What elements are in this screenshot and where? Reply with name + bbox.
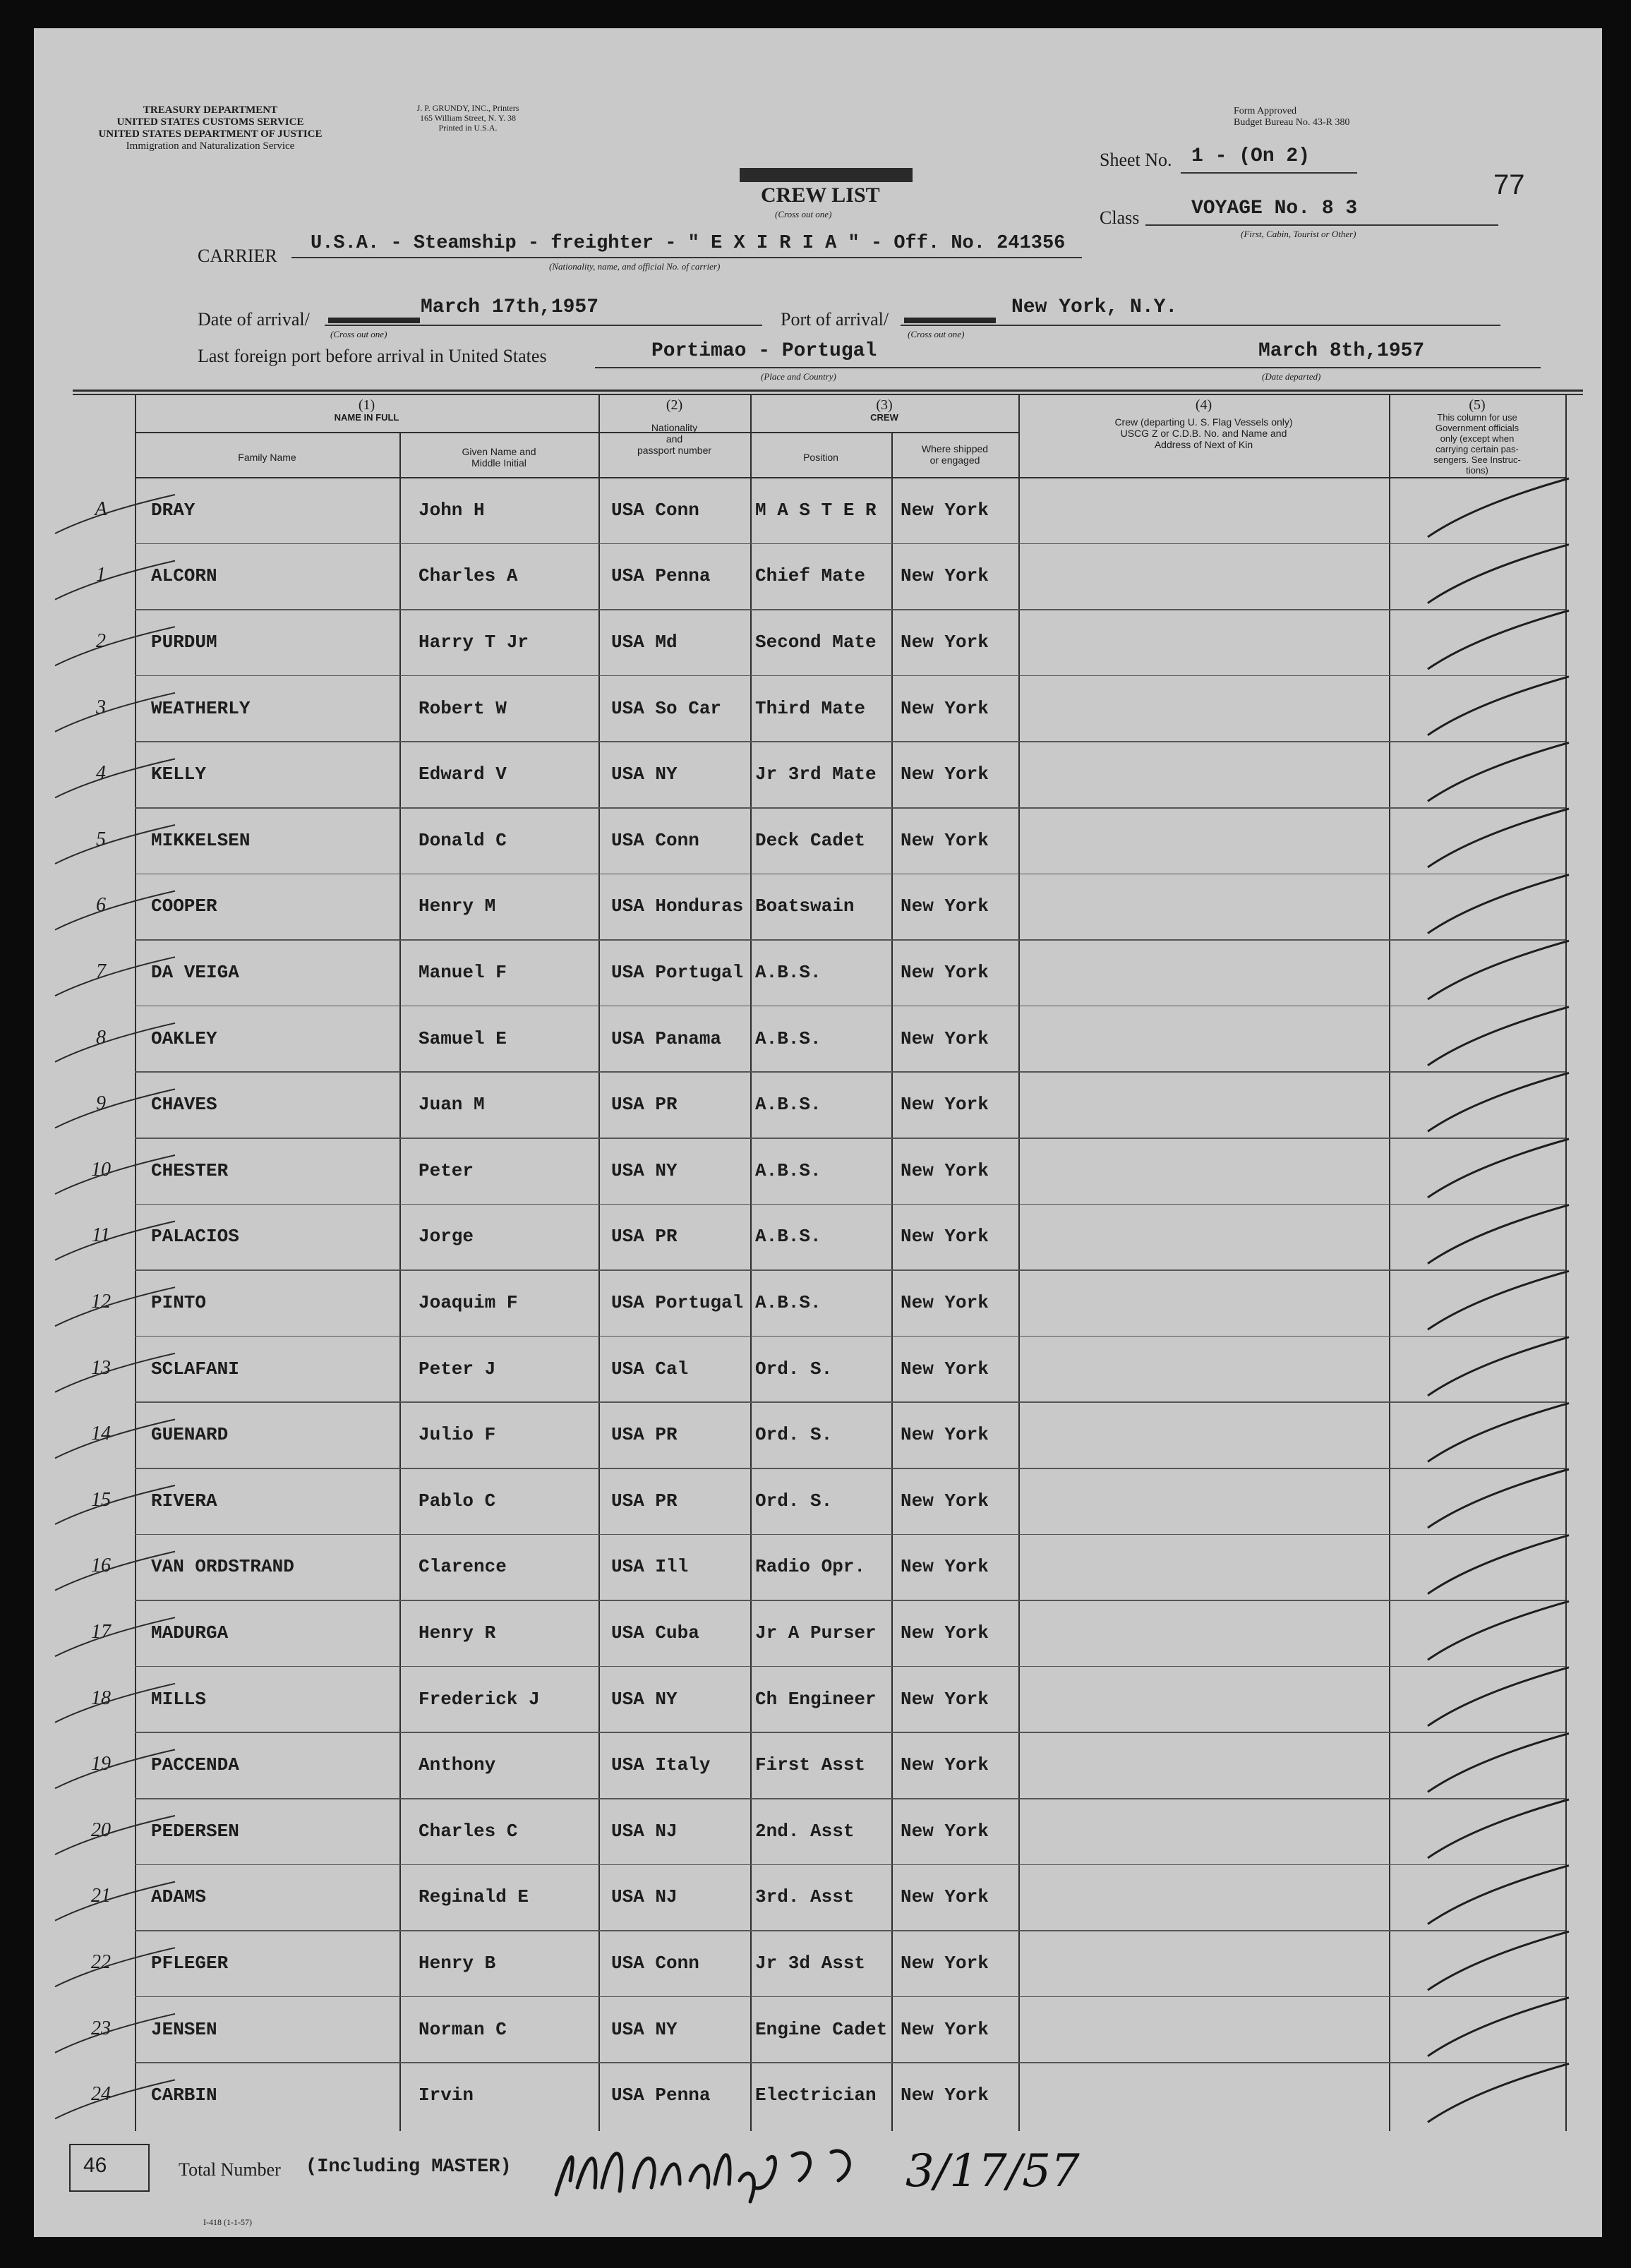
nationality-cell: USA Portugal: [611, 962, 744, 983]
check-mark: [1428, 610, 1569, 669]
total-box-value: 46: [83, 2154, 107, 2177]
position-cell: A.B.S.: [755, 1292, 821, 1313]
where-header-line: Where shipped: [921, 443, 989, 454]
row-divider: [135, 939, 1565, 941]
dept-line: TREASURY DEPARTMENT: [143, 104, 278, 116]
check-mark: [1428, 1866, 1569, 1924]
col5-line: sengers. See Instruc-: [1433, 454, 1521, 465]
given-name-cell: Jorge: [419, 1226, 474, 1248]
row-divider: [135, 2062, 1565, 2063]
position-cell: A.B.S.: [755, 1094, 821, 1116]
check-mark: [1428, 1139, 1569, 1198]
position-cell: Third Mate: [755, 697, 866, 719]
row-divider: [135, 1864, 1565, 1866]
col-rule-next: [1018, 394, 1020, 2131]
nationality-cell: USA Conn: [611, 499, 699, 521]
sheet-underline: [1181, 172, 1357, 174]
where-shipped-header: [891, 443, 1018, 466]
row-number: 9: [96, 1092, 106, 1115]
row-divider: [135, 1401, 1565, 1403]
row-number: 11: [92, 1224, 110, 1247]
nationality-cell: USA Conn: [611, 1953, 699, 1974]
given-name-cell: Peter J: [419, 1358, 496, 1380]
col2-number: (2): [666, 397, 683, 413]
position-cell: First Asst: [755, 1754, 866, 1776]
position-cell: A.B.S.: [755, 962, 821, 983]
where-shipped-cell: New York: [901, 1556, 989, 1578]
where-shipped-cell: New York: [901, 2085, 989, 2106]
given-name-cell: Irvin: [419, 2085, 474, 2106]
col3-header: [750, 398, 1018, 423]
col5-line: tions): [1466, 465, 1488, 476]
where-shipped-cell: New York: [901, 1622, 989, 1643]
row-divider: [135, 1534, 1565, 1536]
row-divider: [135, 675, 1565, 677]
given-name-cell: Samuel E: [419, 1027, 507, 1049]
family-name-cell: PACCENDA: [151, 1754, 239, 1776]
given-name-cell: Clarence: [419, 1556, 507, 1578]
check-mark: [1428, 2063, 1569, 2122]
nationality-cell: USA Md: [611, 632, 678, 653]
where-shipped-cell: New York: [901, 1027, 989, 1049]
row-divider: [135, 874, 1565, 875]
check-mark: [1428, 1403, 1569, 1461]
carrier-underline: [291, 257, 1082, 258]
check-mark: [1428, 941, 1569, 999]
where-header-line: or engaged: [929, 454, 980, 466]
nationality-cell: USA Portugal: [611, 1292, 744, 1313]
row-number: 14: [91, 1423, 111, 1445]
check-mark: [1428, 1799, 1569, 1858]
check-mark: [1428, 1007, 1569, 1066]
where-shipped-cell: New York: [901, 1226, 989, 1248]
position-cell: 2nd. Asst: [755, 1820, 855, 1842]
nationality-cell: USA Cuba: [611, 1622, 699, 1643]
row-divider: [135, 1336, 1565, 1337]
printer-line: Printed in U.S.A.: [438, 123, 498, 133]
where-shipped-cell: New York: [901, 1490, 989, 1512]
row-number: 24: [91, 2083, 111, 2106]
position-cell: Engine Cadet: [755, 2018, 888, 2040]
col5-line: only (except when: [1440, 433, 1515, 444]
row-number: 10: [91, 1158, 111, 1181]
check-mark: [1428, 875, 1569, 934]
header-bottom-rule: [135, 477, 1565, 478]
last-port-underline: [595, 367, 1541, 368]
crew-header: CREW: [870, 412, 898, 423]
check-mark: [1428, 1469, 1569, 1528]
check-mark: [1428, 1667, 1569, 1726]
carrier-value: U.S.A. - Steamship - freighter - " E X I R I A " - Off. No. 241356: [311, 233, 1066, 254]
row-number: 4: [96, 762, 106, 785]
check-mark: [1428, 809, 1569, 867]
col5-line: Government officials: [1435, 423, 1519, 433]
row-number: 1: [96, 564, 106, 586]
family-name-cell: COOPER: [151, 895, 217, 917]
crossed-out-date-type: [328, 318, 420, 323]
nationality-cell: USA PR: [611, 1490, 678, 1512]
nationality-cell: USA Italy: [611, 1754, 711, 1776]
family-name-cell: ALCORN: [151, 565, 217, 587]
family-name-cell: JENSEN: [151, 2018, 217, 2040]
row-number: 19: [91, 1753, 111, 1775]
row-divider: [135, 1468, 1565, 1469]
check-mark: [1428, 478, 1569, 537]
check-mark: [1428, 677, 1569, 735]
col4-line: USCG Z or C.D.B. No. and Name and: [1120, 428, 1287, 439]
family-name-cell: MADURGA: [151, 1622, 229, 1643]
given-name-cell: Robert W: [419, 697, 507, 719]
col4-line: Address of Next of Kin: [1154, 439, 1253, 450]
department-block: [69, 104, 351, 152]
date-underline: [325, 325, 762, 326]
position-cell: Boatswain: [755, 895, 855, 917]
col3-number: (3): [876, 397, 893, 413]
given-name-header: [399, 446, 598, 469]
position-cell: Chief Mate: [755, 565, 866, 587]
given-name-cell: Pablo C: [419, 1490, 496, 1512]
col-rule-pos: [750, 394, 752, 2131]
nationality-cell: USA PR: [611, 1424, 678, 1446]
given-name-cell: Edward V: [419, 764, 507, 785]
col1-header: [135, 398, 598, 423]
where-shipped-cell: New York: [901, 829, 989, 851]
row-number: 5: [96, 828, 106, 850]
date-departed-note: (Date departed): [1262, 371, 1321, 382]
date-departed-value: March 8th,1957: [1258, 340, 1425, 362]
where-shipped-cell: New York: [901, 632, 989, 653]
given-name-cell: Peter: [419, 1159, 474, 1181]
row-divider: [135, 741, 1565, 742]
nationality-cell: USA NY: [611, 1688, 678, 1710]
given-name-cell: Henry R: [419, 1622, 496, 1643]
col5-header: [1389, 398, 1565, 476]
where-shipped-cell: New York: [901, 1424, 989, 1446]
row-number: 15: [91, 1488, 111, 1511]
page-number: 77: [1493, 169, 1525, 200]
dept-line: UNITED STATES CUSTOMS SERVICE: [116, 116, 304, 128]
row-number: 22: [91, 1951, 111, 1973]
check-mark: [1428, 1073, 1569, 1131]
col1-number: (1): [358, 397, 375, 413]
given-name-cell: Henry M: [419, 895, 496, 917]
cross-out-note: (Cross out one): [775, 209, 832, 219]
port-value: New York, N.Y.: [1011, 296, 1178, 318]
signature-initials: [793, 2151, 849, 2180]
printer-block: [415, 103, 521, 133]
col5-number: (5): [1469, 397, 1486, 413]
position-cell: A.B.S.: [755, 1226, 821, 1248]
col4-header: [1018, 398, 1389, 450]
where-shipped-cell: New York: [901, 1820, 989, 1842]
nationality-cell: USA Ill: [611, 1556, 689, 1578]
check-mark: [1428, 1998, 1569, 2056]
family-name-header: Family Name: [238, 452, 296, 463]
col4-number: (4): [1195, 397, 1212, 413]
last-port-label: Last foreign port before arrival in United States: [198, 346, 547, 366]
col-rule-given: [399, 432, 401, 2131]
position-cell: Ord. S.: [755, 1424, 833, 1446]
given-name-cell: Donald C: [419, 829, 507, 851]
nationality-cell: USA NJ: [611, 1820, 678, 1842]
nat-header-line: Nationality: [651, 422, 698, 433]
given-header-line: Middle Initial: [471, 457, 526, 469]
printer-line: J. P. GRUNDY, INC., Printers: [416, 103, 519, 113]
row-divider: [135, 1996, 1565, 1998]
row-divider: [135, 1666, 1565, 1667]
position-cell: Radio Opr.: [755, 1556, 866, 1578]
row-number: 6: [96, 894, 106, 917]
row-number: 7: [96, 960, 106, 982]
col-rule-nat: [598, 394, 600, 2131]
where-shipped-cell: New York: [901, 764, 989, 785]
total-box: [69, 2144, 150, 2192]
nationality-cell: USA PR: [611, 1226, 678, 1248]
family-name-cell: PEDERSEN: [151, 1820, 239, 1842]
nat-header-line: and: [666, 433, 683, 445]
row-number: 13: [91, 1356, 111, 1379]
class-note: (First, Cabin, Tourist or Other): [1241, 229, 1356, 239]
row-number: 20: [91, 1818, 111, 1841]
check-mark: [1428, 742, 1569, 801]
class-underline: [1145, 224, 1498, 226]
where-shipped-cell: New York: [901, 962, 989, 983]
carrier-note: (Nationality, name, and official No. of carrier): [549, 261, 721, 272]
date-value: March 17th,1957: [421, 296, 599, 318]
given-name-cell: Julio F: [419, 1424, 496, 1446]
given-name-cell: Charles C: [419, 1820, 518, 1842]
check-mark: [1428, 1601, 1569, 1660]
last-port-value: Portimao - Portugal: [651, 340, 877, 362]
table-top-rule: [73, 390, 1583, 392]
nationality-cell: USA Penna: [611, 2085, 711, 2106]
given-name-cell: Henry B: [419, 1953, 496, 1974]
row-divider: [135, 1269, 1565, 1271]
printer-line: 165 William Street, N. Y. 38: [420, 113, 516, 123]
row-number: 23: [91, 2017, 111, 2039]
family-name-cell: PURDUM: [151, 632, 217, 653]
col2-header: [598, 398, 750, 456]
family-name-cell: ADAMS: [151, 1886, 207, 1908]
family-name-cell: DRAY: [151, 499, 195, 521]
row-divider: [135, 543, 1565, 545]
nationality-cell: USA Penna: [611, 565, 711, 587]
given-name-cell: Reginald E: [419, 1886, 529, 1908]
where-shipped-cell: New York: [901, 565, 989, 587]
nationality-cell: USA Panama: [611, 1027, 722, 1049]
col-rule-gov: [1389, 394, 1390, 2131]
row-divider: [135, 609, 1565, 610]
row-divider: [135, 807, 1565, 809]
check-mark: [1428, 545, 1569, 603]
col-rule-left: [135, 394, 136, 2131]
where-shipped-cell: New York: [901, 1094, 989, 1116]
position-cell: 3rd. Asst: [755, 1886, 855, 1908]
given-name-cell: Anthony: [419, 1754, 496, 1776]
row-number: 12: [91, 1291, 111, 1313]
table-top-rule-2: [73, 394, 1583, 395]
family-name-cell: CARBIN: [151, 2085, 217, 2106]
family-name-cell: VAN ORDSTRAND: [151, 1556, 294, 1578]
where-shipped-cell: New York: [901, 2018, 989, 2040]
row-number: 3: [96, 696, 106, 718]
carrier-label: CARRIER: [198, 246, 277, 266]
crossed-out-title: [740, 168, 913, 182]
where-shipped-cell: New York: [901, 1292, 989, 1313]
form-approved-block: [1234, 106, 1349, 128]
class-value: VOYAGE No. 8 3: [1191, 198, 1358, 219]
position-cell: Jr 3d Asst: [755, 1953, 866, 1974]
check-mark: [1428, 1536, 1569, 1594]
dept-line: Immigration and Naturalization Service: [126, 140, 295, 152]
where-shipped-cell: New York: [901, 1886, 989, 1908]
position-cell: Ord. S.: [755, 1358, 833, 1380]
row-number: 8: [96, 1026, 106, 1049]
check-mark: [1428, 1733, 1569, 1792]
row-divider: [135, 1732, 1565, 1733]
where-shipped-cell: New York: [901, 1159, 989, 1181]
row-number: 18: [91, 1687, 111, 1709]
check-mark: [1428, 1931, 1569, 1990]
position-cell: Ch Engineer: [755, 1688, 877, 1710]
check-mark: [1428, 1337, 1569, 1396]
port-label: Port of arrival/: [781, 309, 889, 330]
position-cell: A.B.S.: [755, 1159, 821, 1181]
row-number: 17: [91, 1621, 111, 1643]
nationality-cell: USA NY: [611, 2018, 678, 2040]
row-number: A: [95, 497, 107, 520]
class-label: Class: [1100, 207, 1140, 228]
nationality-cell: USA Cal: [611, 1358, 689, 1380]
position-cell: Jr 3rd Mate: [755, 764, 877, 785]
family-name-cell: PALACIOS: [151, 1226, 239, 1248]
family-name-cell: CHESTER: [151, 1159, 229, 1181]
family-name-cell: MIKKELSEN: [151, 829, 251, 851]
given-name-cell: Norman C: [419, 2018, 507, 2040]
col4-line: Crew (departing U. S. Flag Vessels only): [1114, 416, 1293, 428]
given-name-cell: Juan M: [419, 1094, 485, 1116]
date-cross-note: (Cross out one): [330, 329, 387, 339]
nationality-cell: USA So Car: [611, 697, 722, 719]
port-cross-note: (Cross out one): [908, 329, 965, 339]
form-approved-line: Budget Bureau No. 43-R 380: [1234, 117, 1350, 128]
sheet-label: Sheet No.: [1100, 150, 1172, 170]
sheet-value: 1 - (On 2): [1191, 145, 1311, 167]
row-divider: [135, 1138, 1565, 1139]
row-divider: [135, 1798, 1565, 1799]
nationality-cell: USA NY: [611, 764, 678, 785]
given-name-cell: Frederick J: [419, 1688, 540, 1710]
crew-list-form: [34, 28, 1602, 2237]
nationality-cell: USA Honduras: [611, 895, 744, 917]
family-name-cell: CHAVES: [151, 1094, 217, 1116]
family-name-cell: WEATHERLY: [151, 697, 251, 719]
row-divider: [135, 1600, 1565, 1601]
form-code: I-418 (1-1-57): [203, 2217, 252, 2227]
where-shipped-cell: New York: [901, 697, 989, 719]
position-cell: Electrician: [755, 2085, 877, 2106]
row-divider: [135, 1204, 1565, 1205]
given-name-cell: Harry T Jr: [419, 632, 529, 653]
position-cell: M A S T E R: [755, 499, 877, 521]
family-name-cell: DA VEIGA: [151, 962, 239, 983]
family-name-cell: OAKLEY: [151, 1027, 217, 1049]
col1-title: NAME IN FULL: [334, 412, 399, 423]
family-name-cell: MILLS: [151, 1688, 207, 1710]
where-shipped-cell: New York: [901, 499, 989, 521]
family-name-cell: PFLEGER: [151, 1953, 229, 1974]
port-underline: [901, 325, 1500, 326]
row-divider: [135, 1006, 1565, 1007]
crew-list-title: CREW LIST: [761, 183, 880, 207]
family-name-cell: RIVERA: [151, 1490, 217, 1512]
where-shipped-cell: New York: [901, 1358, 989, 1380]
given-name-cell: Joaquim F: [419, 1292, 518, 1313]
nationality-cell: USA NY: [611, 1159, 678, 1181]
total-number-label: Total Number: [179, 2159, 281, 2180]
form-approved-line: Form Approved: [1234, 106, 1297, 116]
family-name-cell: GUENARD: [151, 1424, 229, 1446]
family-name-cell: SCLAFANI: [151, 1358, 239, 1380]
col-rule-where: [891, 432, 893, 2131]
given-name-cell: John H: [419, 499, 485, 521]
signature: [528, 2117, 965, 2216]
crossed-out-port-type: [904, 318, 996, 323]
col5-line: This column for use: [1437, 412, 1517, 423]
given-name-cell: Charles A: [419, 565, 518, 587]
position-cell: Jr A Purser: [755, 1622, 877, 1643]
last-port-note: (Place and Country): [761, 371, 836, 382]
signature-date: 3/17/57: [905, 2145, 1080, 2197]
position-cell: Deck Cadet: [755, 829, 866, 851]
spacer: [598, 412, 750, 422]
position-cell: Ord. S.: [755, 1490, 833, 1512]
row-number: 16: [91, 1555, 111, 1577]
where-shipped-cell: New York: [901, 895, 989, 917]
including-master: (Including MASTER): [306, 2157, 512, 2178]
date-label: Date of arrival/: [198, 309, 310, 330]
row-divider: [135, 1071, 1565, 1073]
nationality-cell: USA NJ: [611, 1886, 678, 1908]
where-shipped-cell: New York: [901, 1953, 989, 1974]
given-header-line: Given Name and: [462, 446, 536, 457]
position-cell: A.B.S.: [755, 1027, 821, 1049]
check-mark: [1428, 1205, 1569, 1264]
family-name-cell: PINTO: [151, 1292, 207, 1313]
where-shipped-cell: New York: [901, 1688, 989, 1710]
subheader-rule: [135, 432, 1018, 433]
position-header: Position: [803, 452, 838, 463]
position-cell: Second Mate: [755, 632, 877, 653]
given-name-cell: Manuel F: [419, 962, 507, 983]
row-divider: [135, 1930, 1565, 1931]
signature-stroke: [556, 2154, 775, 2202]
row-number: 2: [96, 630, 106, 652]
check-mark: [1428, 1271, 1569, 1329]
col5-line: carrying certain pas-: [1436, 444, 1519, 454]
row-number: 21: [91, 1885, 111, 1907]
nationality-cell: USA Conn: [611, 829, 699, 851]
family-name-cell: KELLY: [151, 764, 207, 785]
nat-header-line: passport number: [637, 445, 712, 456]
col-rule-right: [1565, 394, 1567, 2131]
where-shipped-cell: New York: [901, 1754, 989, 1776]
nationality-cell: USA PR: [611, 1094, 678, 1116]
dept-line: UNITED STATES DEPARTMENT OF JUSTICE: [98, 128, 323, 140]
